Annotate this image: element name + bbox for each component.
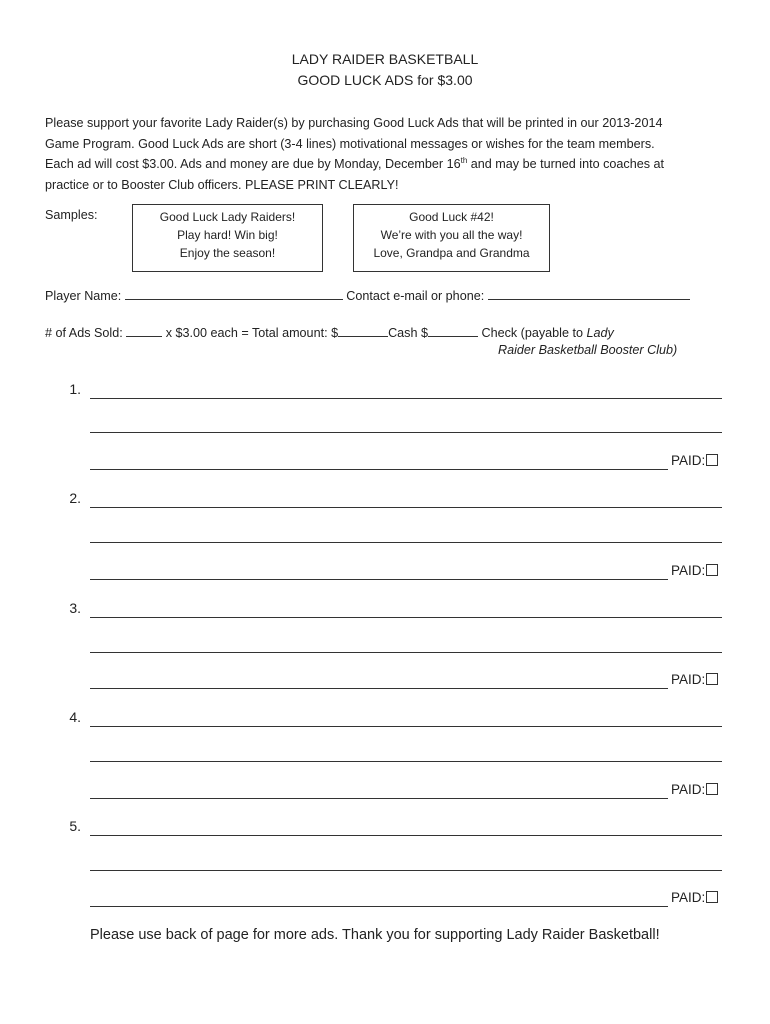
sample-2-line-2: We’re with you all the way! <box>380 228 523 242</box>
ad-5-line-1[interactable] <box>90 835 722 836</box>
player-contact-row <box>45 286 690 303</box>
sample-2-line-3: Love, Grandpa and Grandma <box>373 246 530 260</box>
ad-2-line-1[interactable] <box>90 507 722 508</box>
intro-line-3 <box>45 154 735 175</box>
samples-label: Samples: <box>45 208 98 222</box>
paid-label: PAID: <box>671 782 706 797</box>
intro-paragraph <box>45 113 735 195</box>
player-name-field[interactable] <box>125 286 343 300</box>
ad-4-line-2[interactable] <box>90 761 722 762</box>
intro-line-3a: Each ad will cost $3.00. Ads and money are due by Monday, December 16 <box>45 157 461 171</box>
sample-1-line-2: Play hard! Win big! <box>177 228 278 242</box>
check-payee-2: Raider Basketball Booster Club) <box>498 343 678 357</box>
paid-checkbox[interactable] <box>706 454 718 466</box>
contact-field[interactable] <box>488 286 690 300</box>
ads-sold-field[interactable] <box>126 323 162 337</box>
ad-2-line-3[interactable] <box>90 579 668 580</box>
paid-field <box>671 890 718 905</box>
contact-label: Contact e-mail or phone: <box>346 289 485 303</box>
page-subtitle: GOOD LUCK ADS for $3.00 <box>297 72 473 88</box>
ad-number: 4. <box>69 709 81 725</box>
intro-line-3-sup: th <box>460 155 468 165</box>
paid-field <box>671 563 718 578</box>
paid-checkbox[interactable] <box>706 673 718 685</box>
intro-line-1: Please support your favorite Lady Raider(s) by purchasing Good Luck Ads that will be printed in our 2013-2014 <box>45 116 663 130</box>
ad-3-line-2[interactable] <box>90 652 722 653</box>
ad-5-line-3[interactable] <box>90 906 668 907</box>
paid-field <box>671 672 718 687</box>
intro-line-3b: and may be turned into coaches at <box>467 157 665 171</box>
ad-1-line-3[interactable] <box>90 469 668 470</box>
sample-ad-box-1 <box>132 204 323 272</box>
ad-number: 2. <box>69 490 81 506</box>
ads-sold-label: # of Ads Sold: <box>45 326 123 340</box>
paid-checkbox[interactable] <box>706 564 718 576</box>
ad-1-line-2[interactable] <box>90 432 722 433</box>
sample-2-line-1: Good Luck #42! <box>409 210 494 224</box>
ad-3-line-1[interactable] <box>90 617 722 618</box>
sample-1-line-1: Good Luck Lady Raiders! <box>159 210 296 224</box>
cash-amount-field[interactable] <box>428 323 478 337</box>
ad-5-line-2[interactable] <box>90 870 722 871</box>
paid-label: PAID: <box>671 453 706 468</box>
player-name-label: Player Name: <box>45 289 122 303</box>
intro-line-2: Game Program. Good Luck Ads are short (3-4 lines) motivational messages or wishes for the team members. <box>45 136 655 151</box>
check-payee-1: Lady <box>586 326 614 340</box>
page-title: LADY RAIDER BASKETBALL <box>291 51 479 67</box>
paid-checkbox[interactable] <box>706 783 718 795</box>
ads-sold-row <box>45 323 614 340</box>
paid-field <box>671 453 718 468</box>
price-text: x $3.00 each = Total amount: $ <box>165 326 339 340</box>
ad-number: 3. <box>69 600 81 616</box>
paid-label: PAID: <box>671 672 706 687</box>
paid-label: PAID: <box>671 563 706 578</box>
intro-line-4: practice or to Booster Club officers. PLEASE PRINT CLEARLY! <box>45 177 399 192</box>
ad-number: 1. <box>69 381 81 397</box>
paid-field <box>671 782 718 797</box>
footer-note: Please use back of page for more ads. Thank you for supporting Lady Raider Basketball! <box>90 927 660 943</box>
ad-number: 5. <box>69 818 81 834</box>
check-label: Check (payable to <box>481 326 587 340</box>
ad-1-line-1[interactable] <box>90 398 722 399</box>
total-amount-field[interactable] <box>338 323 388 337</box>
paid-checkbox[interactable] <box>706 891 718 903</box>
ad-4-line-3[interactable] <box>90 798 668 799</box>
sample-ad-box-2 <box>353 204 550 272</box>
cash-label: Cash $ <box>388 326 428 340</box>
sample-1-line-3: Enjoy the season! <box>179 246 276 260</box>
ad-2-line-2[interactable] <box>90 542 722 543</box>
ad-3-line-3[interactable] <box>90 688 668 689</box>
paid-label: PAID: <box>671 890 706 905</box>
ad-4-line-1[interactable] <box>90 726 722 727</box>
